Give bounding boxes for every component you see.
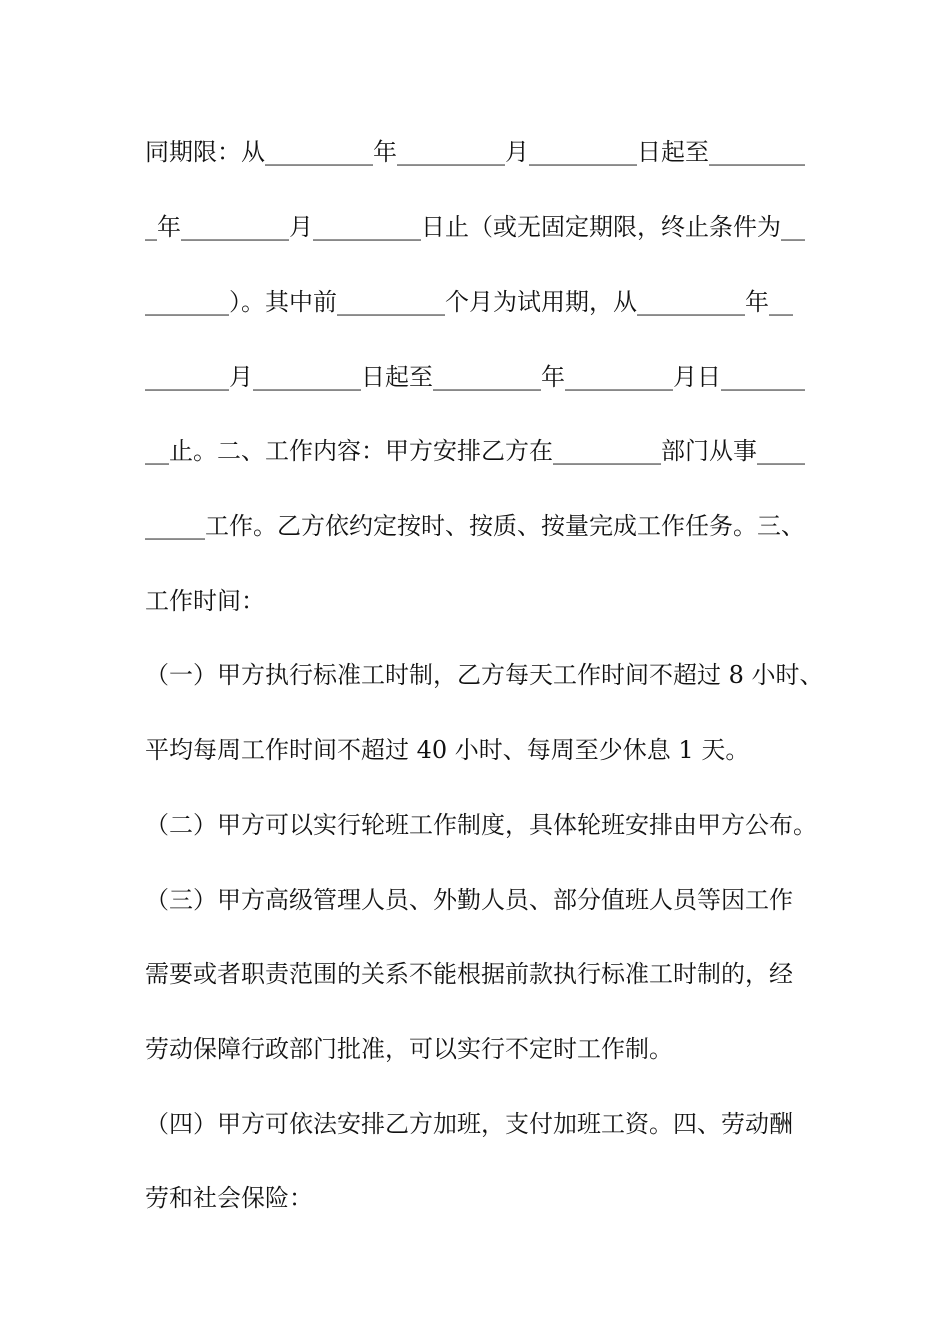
text-line-7: 工作时间： bbox=[145, 587, 265, 615]
text-line-4: _______月_________日起至_________年_________月日_______ bbox=[145, 363, 805, 391]
text-line-14: （四）甲方可依法安排乙方加班，支付加班工资。四、劳动酬 bbox=[145, 1110, 793, 1138]
text-line-10: （二）甲方可以实行轮班工作制度，具体轮班安排由甲方公布。 bbox=[145, 811, 817, 839]
text-line-3: _______）。其中前_________个月为试用期，从_________年__ bbox=[145, 288, 793, 316]
text-line-15: 劳和社会保险： bbox=[145, 1184, 313, 1212]
text-line-5: __止。二、工作内容：甲方安排乙方在_________部门从事____ bbox=[145, 437, 805, 465]
text-line-2: _年_________月_________日止（或无固定期限，终止条件为__ bbox=[145, 213, 805, 241]
text-line-1: 同期限：从_________年_________月_________日起至________ bbox=[145, 138, 805, 166]
text-line-12: 需要或者职责范围的关系不能根据前款执行标准工时制的，经 bbox=[145, 960, 793, 988]
text-line-8: （一）甲方执行标准工时制，乙方每天工作时间不超过 8 小时、 bbox=[145, 661, 824, 689]
text-line-6: _____工作。乙方依约定按时、按质、按量完成工作任务。三、 bbox=[145, 512, 805, 540]
text-line-11: （三）甲方高级管理人员、外勤人员、部分值班人员等因工作 bbox=[145, 886, 793, 914]
text-line-13: 劳动保障行政部门批准，可以实行不定时工作制。 bbox=[145, 1035, 673, 1063]
text-line-9: 平均每周工作时间不超过 40 小时、每周至少休息 1 天。 bbox=[145, 736, 750, 764]
